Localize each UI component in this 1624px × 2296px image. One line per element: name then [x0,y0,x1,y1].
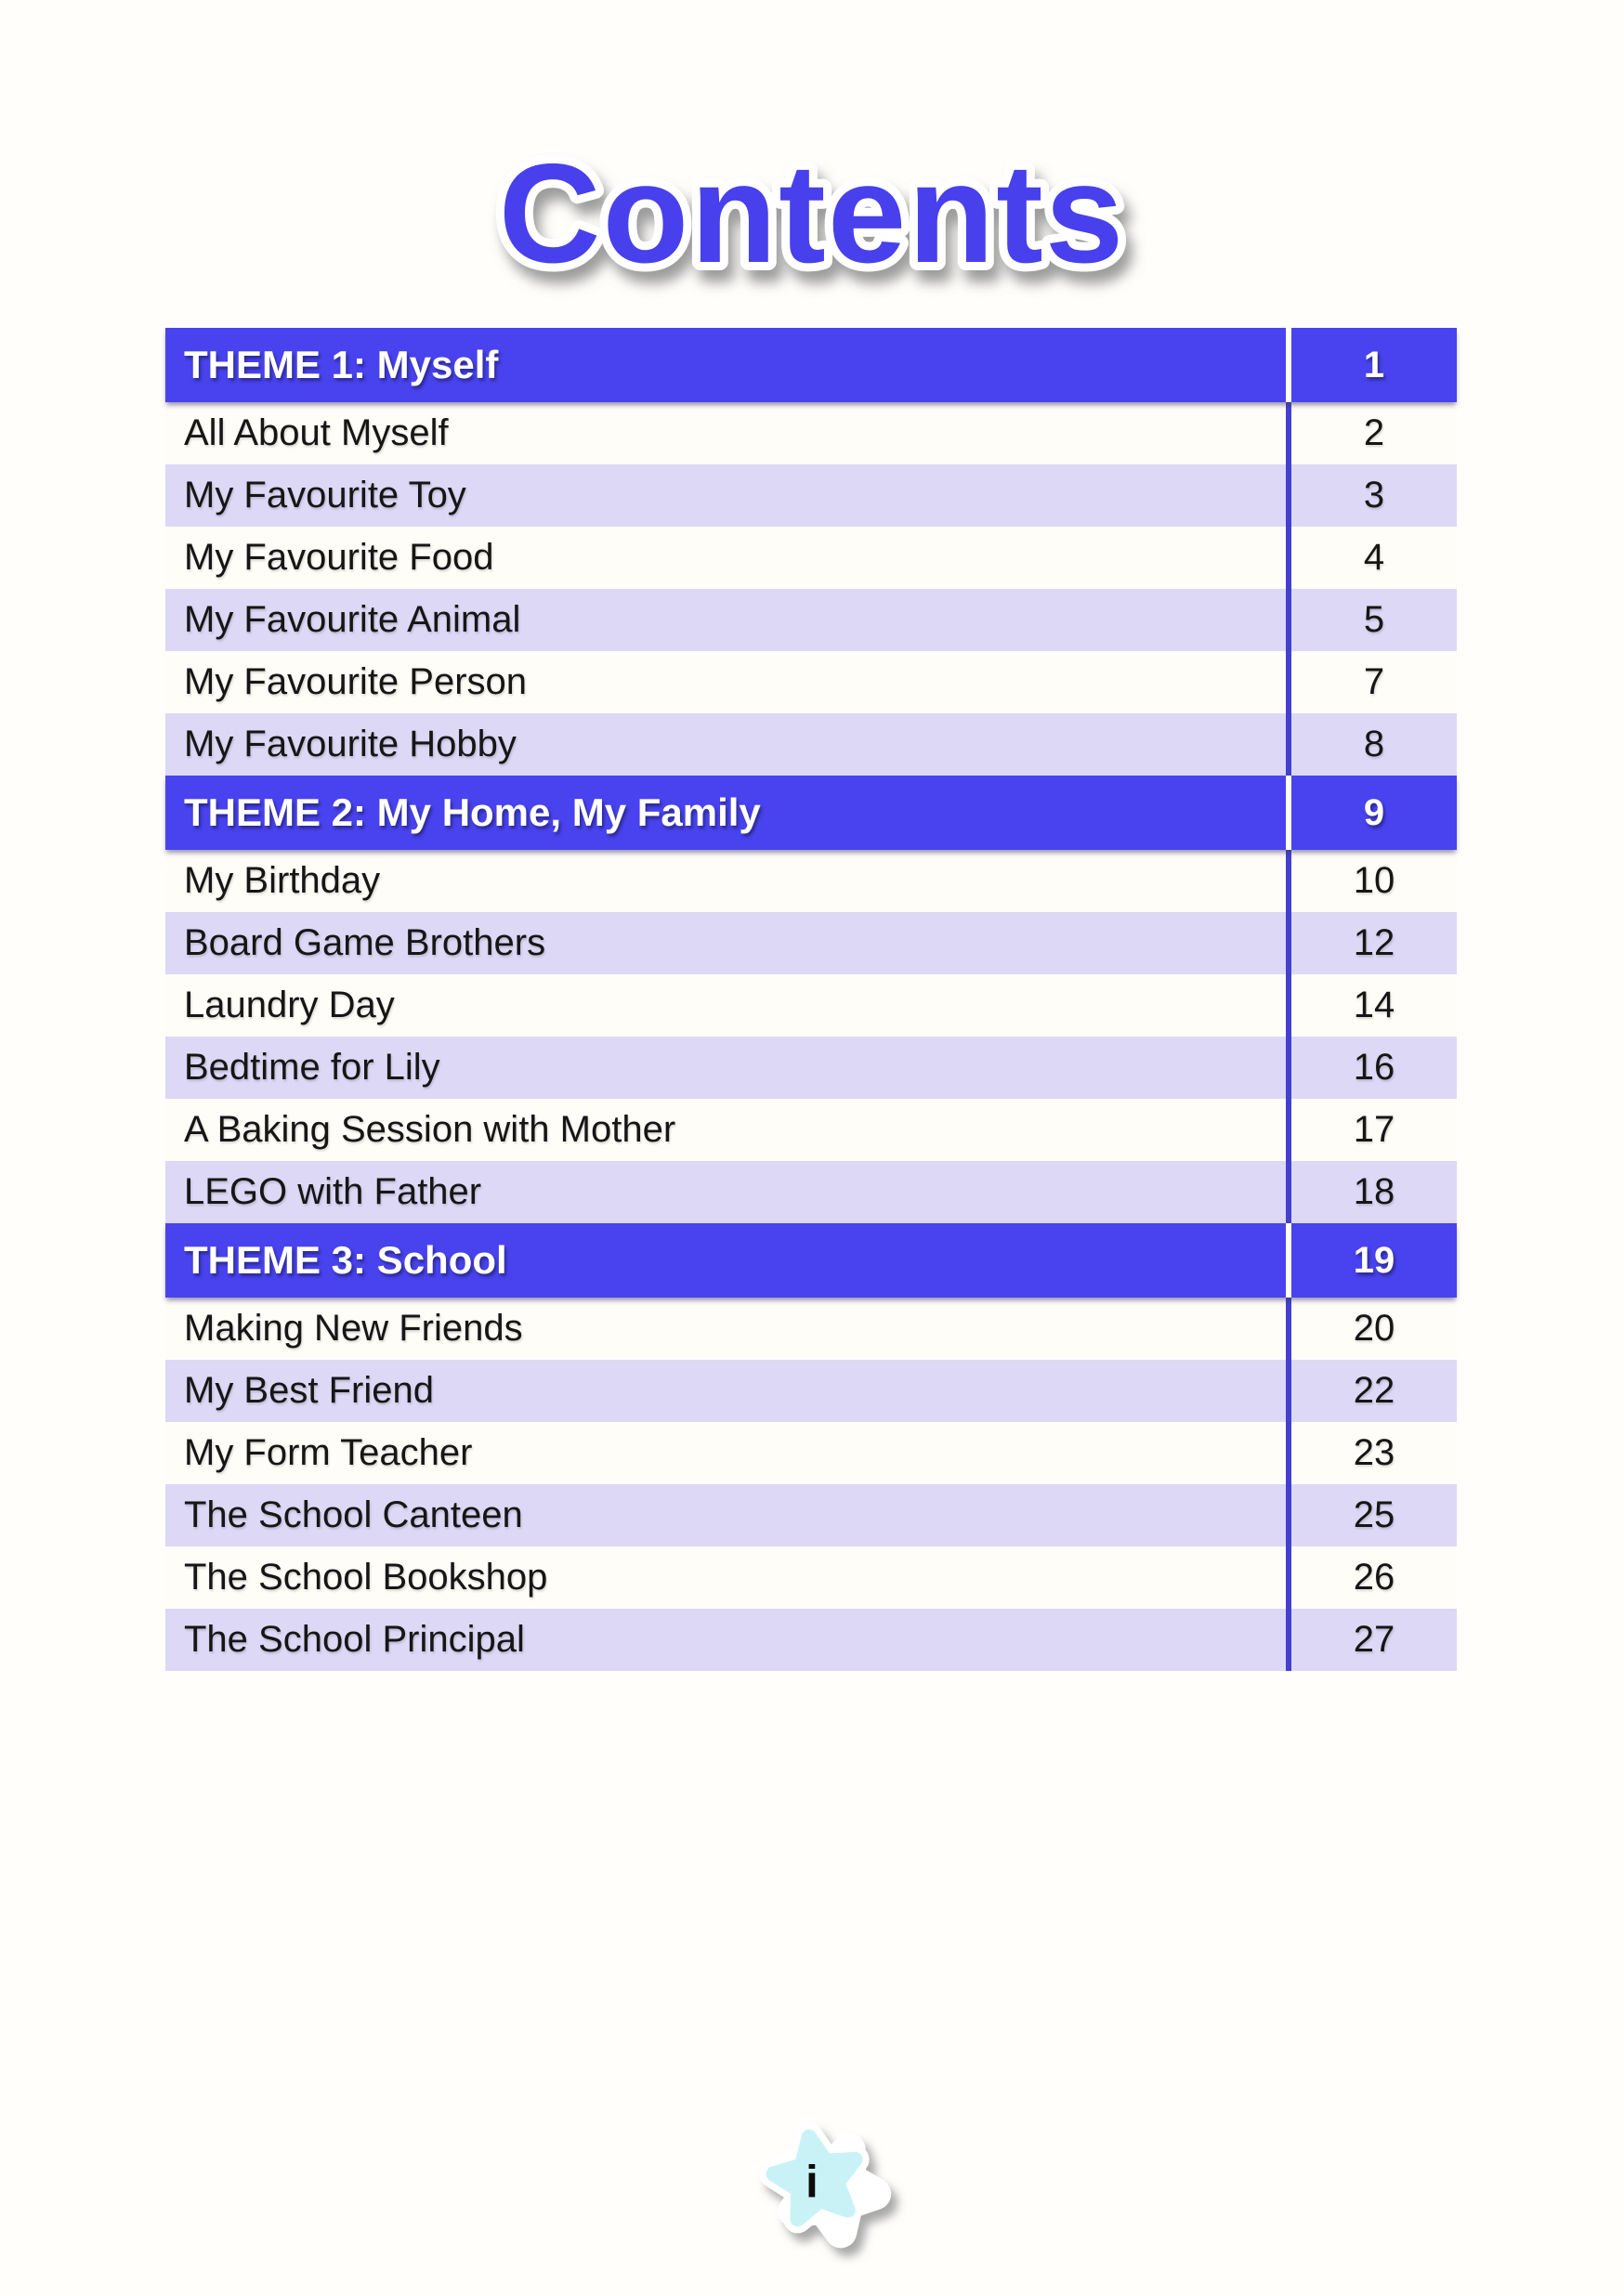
toc-entry-page: 8 [1286,713,1457,776]
toc-entry-page: 25 [1286,1484,1457,1546]
toc-entry-page: 23 [1286,1422,1457,1484]
toc-entry-label: My Birthday [184,860,381,901]
toc-entry-page: 26 [1286,1546,1457,1609]
toc-item-row [165,1161,1457,1223]
toc-theme-row [165,776,1457,850]
toc-entry-label: THEME 1: Myself [184,343,499,386]
toc-entry-page: 18 [1286,1161,1457,1223]
toc-entry-page: 5 [1286,589,1457,651]
toc-entry-label: The School Canteen [184,1494,523,1535]
toc-item-row [165,912,1457,974]
toc-entry-label: THEME 3: School [184,1238,507,1282]
toc-item-row [165,1484,1457,1546]
toc-entry-page: 9 [1286,776,1457,850]
toc-entry-page: 20 [1286,1298,1457,1360]
toc-item-row [165,1037,1457,1099]
toc-entry-label: My Favourite Hobby [184,724,517,764]
toc-item-row [165,527,1457,589]
page-title-text: Contents [498,135,1126,293]
toc-table [165,328,1457,1671]
toc-entry-page: 19 [1286,1223,1457,1298]
toc-theme-row [165,1223,1457,1298]
toc-entry-page: 10 [1286,850,1457,912]
toc-entry-page: 3 [1286,464,1457,527]
toc-item-row [165,850,1457,912]
toc-entry-page: 14 [1286,974,1457,1037]
toc-entry-label: THEME 2: My Home, My Family [184,790,761,834]
toc-entry-label: My Favourite Animal [184,599,521,640]
toc-item-row [165,651,1457,713]
toc-entry-label: My Favourite Food [184,537,494,578]
toc-entry-page: 1 [1286,328,1457,402]
toc-item-row [165,1609,1457,1671]
toc-entry-page: 2 [1286,402,1457,464]
footer-decoration [717,2081,916,2279]
toc-entry-page: 7 [1286,651,1457,713]
toc-entry-label: All About Myself [184,412,449,453]
toc-item-row [165,1360,1457,1422]
toc-entry-label: Board Game Brothers [184,922,546,963]
toc-entry-label: LEGO with Father [184,1171,482,1212]
toc-entry-page: 22 [1286,1360,1457,1422]
toc-item-row [165,1422,1457,1484]
toc-entry-label: My Best Friend [184,1370,434,1411]
toc-entry-label: Making New Friends [184,1308,523,1349]
star-icon [717,2081,916,2279]
toc-entry-page: 4 [1286,527,1457,589]
toc-entry-label: The School Bookshop [184,1557,548,1598]
toc-entry-label: The School Principal [184,1619,525,1660]
toc-entry-label: My Form Teacher [184,1432,473,1473]
footer-page-number: i [805,2157,819,2208]
toc-item-row [165,1546,1457,1609]
toc-item-row [165,974,1457,1037]
toc-item-row [165,1298,1457,1360]
toc-entry-page: 27 [1286,1609,1457,1671]
toc-item-row [165,464,1457,527]
toc-item-row [165,402,1457,464]
toc-entry-page: 12 [1286,912,1457,974]
toc-entry-label: My Favourite Toy [184,475,466,515]
toc-item-row [165,713,1457,776]
toc-entry-page: 17 [1286,1099,1457,1161]
toc-item-row [165,589,1457,651]
toc-entry-label: Bedtime for Lily [184,1047,440,1088]
toc-item-row [165,1099,1457,1161]
page-title [278,93,1346,320]
toc-entry-page: 16 [1286,1037,1457,1099]
toc-entry-label: My Favourite Person [184,661,528,702]
toc-entry-label: Laundry Day [184,985,395,1025]
toc-theme-row [165,328,1457,402]
toc-entry-label: A Baking Session with Mother [184,1109,676,1150]
